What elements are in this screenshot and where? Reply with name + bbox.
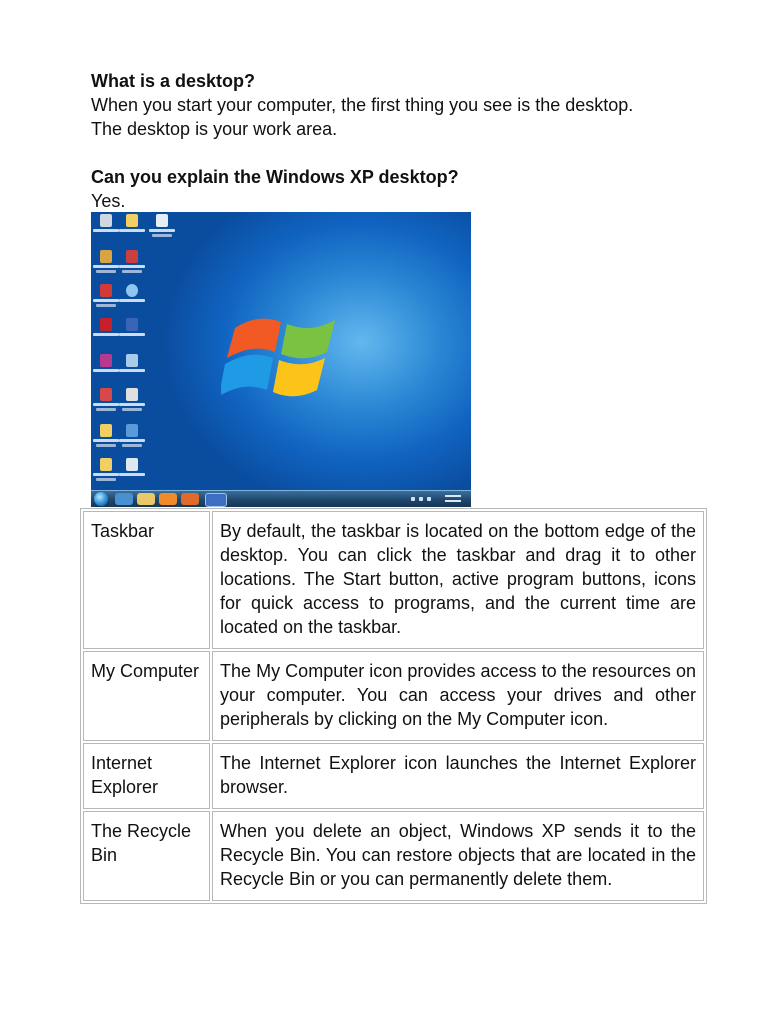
explorer-icon	[137, 493, 155, 505]
document-icon	[149, 214, 175, 242]
program-icon	[119, 354, 145, 382]
heading-what-is-desktop: What is a desktop?	[91, 71, 256, 91]
term-cell: My Computer	[83, 651, 210, 741]
taskbar	[91, 490, 471, 507]
desktop-screenshot	[91, 212, 471, 507]
table-row	[83, 743, 704, 809]
tray-icon	[411, 497, 415, 501]
term-cell: Internet Explorer	[83, 743, 210, 809]
firefox-icon	[181, 493, 199, 505]
answer-yes: Yes.	[91, 191, 126, 211]
description-cell: The Internet Explorer icon launches the Internet Explorer browser.	[212, 743, 704, 809]
program-icon	[93, 250, 119, 278]
windows-logo-icon	[221, 300, 341, 410]
program-icon	[119, 388, 145, 416]
description-cell: When you delete an object, Windows XP sends it to the Recycle Bin. You can restore objects that are located in the Recycle Bin or you can permanently delete them.	[212, 811, 704, 901]
program-icon	[119, 458, 145, 486]
program-icon	[93, 388, 119, 416]
table-row	[83, 651, 704, 741]
program-icon	[119, 424, 145, 452]
desktop-definition-line-2: The desktop is your work area.	[91, 119, 338, 139]
clock-icon	[443, 494, 463, 504]
media-player-icon	[159, 493, 177, 505]
word-icon	[205, 493, 227, 507]
folder-icon	[93, 458, 119, 486]
desktop-definition-line-1: When you start your computer, the first thing you see is the desktop.	[91, 95, 634, 115]
program-icon	[93, 354, 119, 382]
ie-icon	[115, 493, 133, 505]
desktop-terms-table	[80, 508, 707, 904]
tray-icon	[427, 497, 431, 501]
table-row	[83, 811, 704, 901]
description-cell: By default, the taskbar is located on the bottom edge of the desktop. You can click the taskbar and drag it to other locations. The Start button, active program buttons, icons for quick access to programs, and the current time are located on the taskbar.	[212, 511, 704, 649]
table-row	[83, 511, 704, 649]
heading-windows-xp-desktop: Can you explain the Windows XP desktop?	[91, 167, 459, 187]
folder-icon	[119, 214, 145, 242]
program-icon	[119, 250, 145, 278]
term-cell: Taskbar	[83, 511, 210, 649]
media-icon	[119, 284, 145, 312]
recycle-bin-icon	[93, 214, 119, 242]
program-icon	[93, 318, 119, 346]
start-orb-icon	[94, 492, 108, 506]
description-cell: The My Computer icon provides access to the resources on your computer. You can access your drives and other peripherals by clicking on the My Computer icon.	[212, 651, 704, 741]
tray-icon	[419, 497, 423, 501]
term-cell: The Recycle Bin	[83, 811, 210, 901]
program-icon	[119, 318, 145, 346]
folder-icon	[93, 424, 119, 452]
program-icon	[93, 284, 119, 312]
